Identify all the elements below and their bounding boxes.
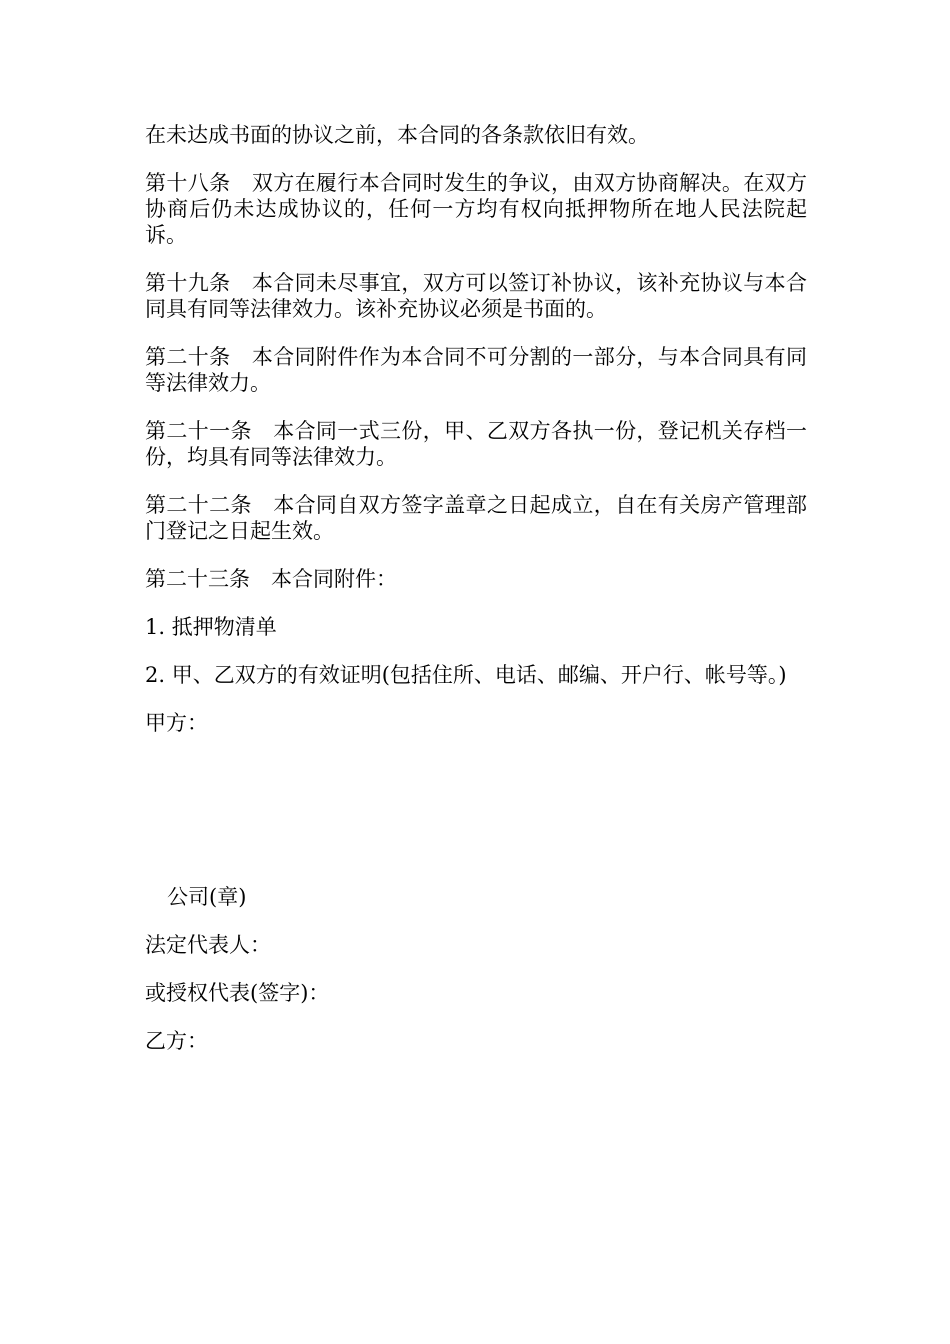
article-20: 第二十条 本合同附件作为本合同不可分割的一部分，与本合同具有同等法律效力。 (145, 345, 807, 395)
article-18: 第十八条 双方在履行本合同时发生的争议，由双方协商解决。在双方协商后仍未达成协议的，任何一方均有权向抵押物所在地人民法院起诉。 (145, 171, 807, 247)
legal-representative-label: 法定代表人： (145, 933, 271, 957)
article-19: 第十九条 本合同未尽事宜，双方可以签订补协议，该补充协议与本合同具有同等法律效力。该补充协议必须是书面的。 (145, 271, 807, 321)
article-22: 第二十二条 本合同自双方签字盖章之日起成立，自在有关房产管理部门登记之日起生效。 (145, 493, 807, 543)
document-page (145, 122, 807, 1076)
company-seal-label: 公司(章) (167, 885, 247, 909)
attachment-item-1: 1. 抵押物清单 (145, 615, 277, 639)
attachment-item-2: 2. 甲、乙双方的有效证明(包括住所、电话、邮编、开户行、帐号等。) (145, 663, 787, 687)
party-a-label: 甲方： (145, 711, 208, 735)
party-b-label: 乙方： (145, 1029, 208, 1053)
article-21: 第二十一条 本合同一式三份，甲、乙双方各执一份，登记机关存档一份，均具有同等法律效力。 (145, 419, 807, 469)
article-23: 第二十三条 本合同附件： (145, 567, 397, 591)
authorized-representative-label: 或授权代表(签字)： (145, 981, 330, 1005)
paragraph-carryover: 在未达成书面的协议之前，本合同的各条款依旧有效。 (145, 123, 649, 147)
